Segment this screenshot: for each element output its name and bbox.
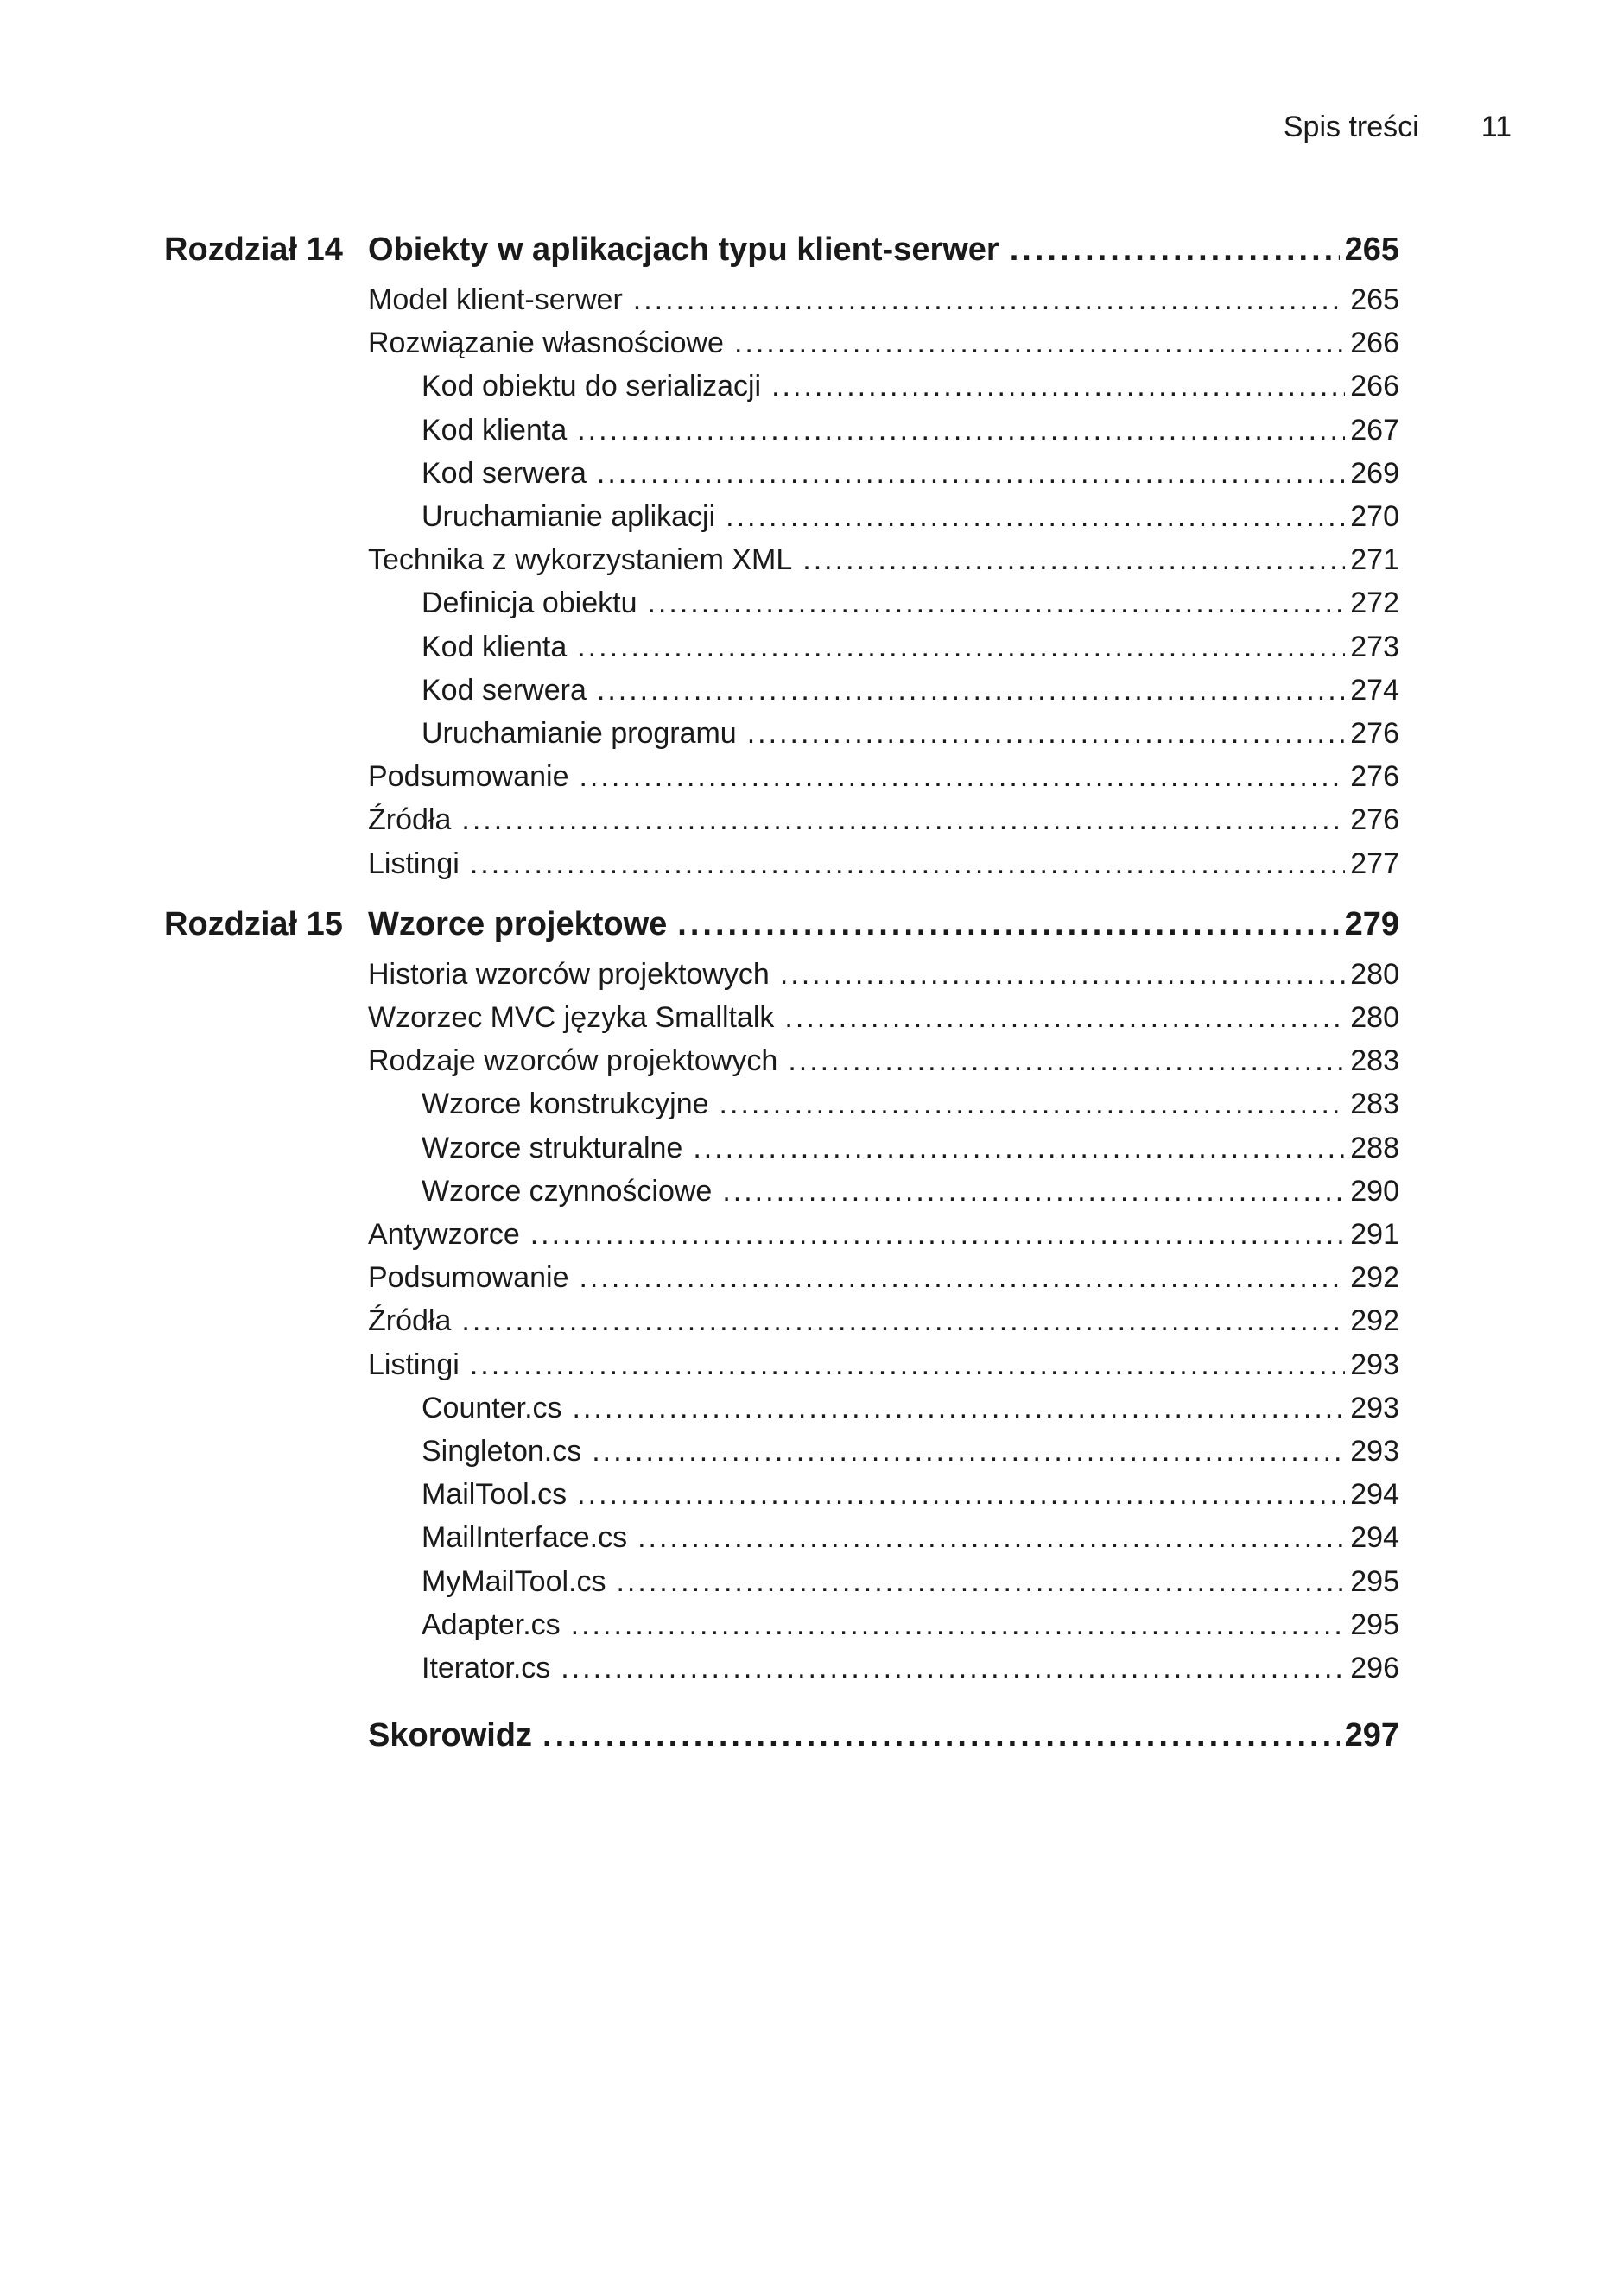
entry-page: 277 — [1350, 847, 1399, 880]
toc-entry[interactable] — [368, 755, 1399, 798]
dot-leader — [461, 798, 1345, 841]
entry-page: 269 — [1350, 456, 1399, 490]
entry-page: 267 — [1350, 413, 1399, 447]
toc-entry-chapter[interactable] — [368, 896, 1399, 953]
toc-entry[interactable] — [368, 1603, 1399, 1646]
entry-title: MyMailTool.cs — [422, 1564, 606, 1598]
dot-leader — [726, 495, 1345, 538]
chapter-label: Rozdział 15 — [164, 905, 343, 942]
toc-entry-chapter[interactable] — [368, 221, 1399, 278]
dot-leader — [573, 1386, 1346, 1430]
toc-entry[interactable] — [368, 1343, 1399, 1386]
dot-leader — [633, 278, 1346, 321]
entry-page: 270 — [1350, 500, 1399, 534]
dot-leader — [1010, 221, 1340, 278]
entry-page: 273 — [1350, 630, 1399, 663]
header-page-number: 11 — [1481, 111, 1512, 143]
toc-entry[interactable] — [368, 1386, 1399, 1430]
entry-page: 291 — [1350, 1218, 1399, 1252]
entry-title: Wzorce strukturalne — [422, 1131, 683, 1164]
dot-leader — [597, 452, 1345, 495]
entry-page: 295 — [1350, 1608, 1399, 1641]
dot-leader — [788, 1039, 1345, 1082]
dot-leader — [722, 1170, 1345, 1213]
entry-title: Listingi — [368, 1348, 460, 1381]
entry-page: 283 — [1350, 1044, 1399, 1078]
entry-title: Wzorzec MVC języka Smalltalk — [368, 1001, 775, 1035]
entry-page: 293 — [1350, 1391, 1399, 1424]
toc-entry[interactable] — [368, 1516, 1399, 1559]
entry-page: 293 — [1350, 1348, 1399, 1381]
entry-page: 296 — [1350, 1652, 1399, 1685]
dot-leader — [597, 669, 1345, 712]
entry-page: 292 — [1350, 1261, 1399, 1295]
toc-entry[interactable] — [368, 1430, 1399, 1473]
entry-page: 276 — [1350, 760, 1399, 794]
entry-title: Kod klienta — [422, 413, 568, 447]
dot-leader — [530, 1213, 1346, 1256]
chapter-label: Rozdział 14 — [164, 232, 343, 268]
entry-page: 272 — [1350, 587, 1399, 620]
toc-entry[interactable] — [368, 1082, 1399, 1126]
toc-entry[interactable] — [368, 581, 1399, 625]
entry-title: Rodzaje wzorców projektowych — [368, 1044, 778, 1078]
dot-leader — [579, 1256, 1345, 1299]
entry-title: Adapter.cs — [422, 1608, 561, 1641]
entry-page: 290 — [1350, 1174, 1399, 1208]
dot-leader — [734, 321, 1345, 365]
toc-entry[interactable] — [368, 1170, 1399, 1213]
entry-page: 295 — [1350, 1564, 1399, 1598]
entry-title: Counter.cs — [422, 1391, 562, 1424]
dot-leader — [802, 538, 1345, 581]
dot-leader — [592, 1430, 1345, 1473]
entry-title: Kod serwera — [422, 673, 587, 707]
toc-entry[interactable] — [368, 1039, 1399, 1082]
dot-leader — [577, 1473, 1345, 1516]
dot-leader — [780, 953, 1345, 996]
toc-entry[interactable] — [368, 842, 1399, 885]
toc-entry-index[interactable] — [368, 1707, 1399, 1764]
entry-page: 294 — [1350, 1478, 1399, 1512]
dot-leader — [616, 1560, 1345, 1603]
entry-page: 271 — [1350, 543, 1399, 577]
dot-leader — [577, 625, 1345, 669]
entry-title: Antywzorce — [368, 1218, 520, 1252]
entry-page: 266 — [1350, 327, 1399, 360]
dot-leader — [747, 712, 1346, 755]
running-header — [1284, 111, 1512, 144]
entry-title: Uruchamianie programu — [422, 717, 737, 751]
chapter-page: 265 — [1344, 232, 1399, 268]
entry-title: Listingi — [368, 847, 460, 880]
entry-page: 288 — [1350, 1131, 1399, 1164]
entry-page: 276 — [1350, 717, 1399, 751]
entry-title: Model klient-serwer — [368, 283, 623, 316]
toc-entry[interactable] — [368, 321, 1399, 365]
entry-page: 265 — [1350, 283, 1399, 316]
dot-leader — [461, 1299, 1345, 1342]
dot-leader — [470, 842, 1345, 885]
entry-page: 266 — [1350, 370, 1399, 403]
toc-entry[interactable] — [368, 1213, 1399, 1256]
entry-page: 280 — [1350, 957, 1399, 991]
entry-page: 293 — [1350, 1435, 1399, 1468]
entry-title: Iterator.cs — [422, 1652, 551, 1685]
dot-leader — [647, 581, 1345, 625]
dot-leader — [577, 409, 1345, 452]
entry-title: Wzorce czynnościowe — [422, 1174, 713, 1208]
entry-title: Technika z wykorzystaniem XML — [368, 543, 793, 577]
dot-leader — [693, 1126, 1345, 1170]
entry-title: Kod klienta — [422, 630, 568, 663]
toc-entry[interactable] — [368, 1256, 1399, 1299]
chapter-entries — [368, 896, 1399, 1690]
entry-title: Kod serwera — [422, 456, 587, 490]
entry-title: Źródła — [368, 1304, 452, 1338]
entry-title: Wzorce konstrukcyjne — [422, 1088, 709, 1121]
toc-entry[interactable] — [368, 996, 1399, 1039]
index-title: Skorowidz — [368, 1717, 533, 1754]
entry-title: Singleton.cs — [422, 1435, 582, 1468]
entry-title: Historia wzorców projektowych — [368, 957, 770, 991]
toc-entry[interactable] — [368, 495, 1399, 538]
entry-page: 274 — [1350, 673, 1399, 707]
dot-leader — [720, 1082, 1346, 1126]
dot-leader — [470, 1343, 1345, 1386]
toc-entry[interactable] — [368, 1473, 1399, 1516]
toc-entry[interactable] — [368, 1646, 1399, 1690]
entry-title: Źródła — [368, 803, 452, 837]
toc-entry[interactable] — [368, 365, 1399, 408]
dot-leader — [677, 896, 1339, 953]
entry-page: 292 — [1350, 1304, 1399, 1338]
header-section-title: Spis treści — [1283, 111, 1419, 143]
entry-title: Podsumowanie — [368, 760, 569, 794]
chapter-title: Wzorce projektowe — [368, 905, 668, 942]
toc-entry[interactable] — [368, 798, 1399, 841]
entry-title: MailTool.cs — [422, 1478, 568, 1512]
toc-entry[interactable] — [368, 953, 1399, 996]
entry-page: 294 — [1350, 1521, 1399, 1555]
dot-leader — [579, 755, 1345, 798]
toc-entry[interactable] — [368, 1299, 1399, 1342]
chapter-list — [164, 221, 1408, 1690]
dot-leader — [542, 1707, 1340, 1764]
dot-leader — [561, 1646, 1345, 1690]
entry-page: 283 — [1350, 1088, 1399, 1121]
dot-leader — [784, 996, 1345, 1039]
toc-entry[interactable] — [368, 452, 1399, 495]
toc-entry[interactable] — [368, 1560, 1399, 1603]
chapter-page: 279 — [1344, 905, 1399, 942]
entry-title: Podsumowanie — [368, 1261, 569, 1295]
entry-title: Uruchamianie aplikacji — [422, 500, 716, 534]
entry-title: Rozwiązanie własnościowe — [368, 327, 724, 360]
table-of-contents — [164, 221, 1408, 1764]
dot-leader — [571, 1603, 1346, 1646]
entry-title: Definicja obiektu — [422, 587, 637, 620]
toc-entry[interactable] — [368, 1126, 1399, 1170]
toc-entry[interactable] — [368, 712, 1399, 755]
entry-page: 280 — [1350, 1001, 1399, 1035]
index-page: 297 — [1344, 1717, 1399, 1754]
entry-title: Kod obiektu do serializacji — [422, 370, 762, 403]
chapter-section — [164, 221, 1408, 885]
chapter-entries — [368, 221, 1399, 885]
dot-leader — [771, 365, 1345, 408]
toc-entry[interactable] — [368, 669, 1399, 712]
toc-entry[interactable] — [368, 409, 1399, 452]
entry-page: 276 — [1350, 803, 1399, 837]
toc-entry[interactable] — [368, 625, 1399, 669]
chapter-title: Obiekty w aplikacjach typu klient-serwer — [368, 232, 999, 268]
chapter-section — [164, 896, 1408, 1690]
entry-title: MailInterface.cs — [422, 1521, 628, 1555]
toc-entry[interactable] — [368, 538, 1399, 581]
toc-entry[interactable] — [368, 278, 1399, 321]
dot-leader — [637, 1516, 1345, 1559]
